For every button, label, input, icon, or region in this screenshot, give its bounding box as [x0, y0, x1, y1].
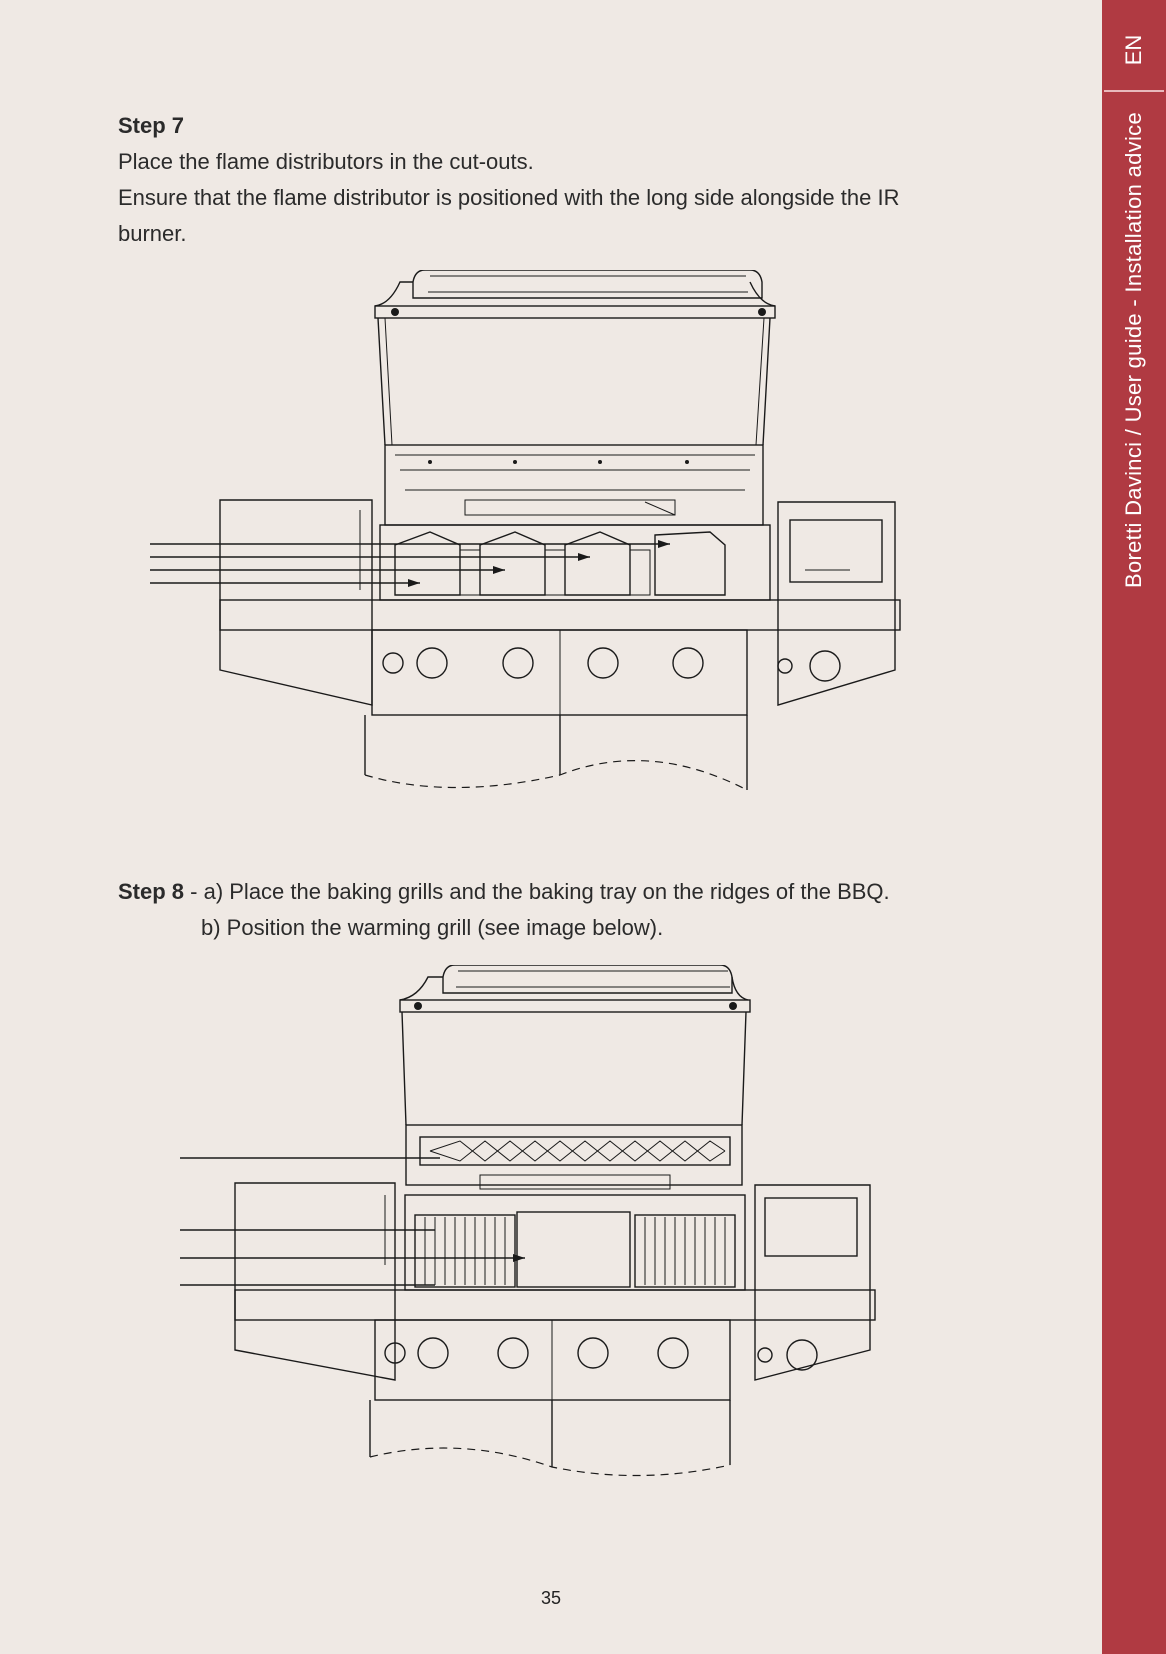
sidebar-divider [1104, 90, 1164, 92]
step7-line1: Place the flame distributors in the cut-outs. [118, 149, 534, 174]
step8-line-a: - a) Place the baking grills and the baking tray on the ridges of the BBQ. [184, 879, 890, 904]
step7-title: Step 7 [118, 113, 185, 138]
page-number: 35 [540, 1588, 562, 1608]
language-label: EN [1121, 34, 1146, 66]
step7-line2: Ensure that the flame distributor is positioned with the long side alongside the IR [118, 185, 900, 210]
step7-section [118, 108, 899, 252]
step8-line-b: b) Position the warming grill (see image below). [201, 915, 664, 940]
step7-bbq-illustration [150, 270, 950, 840]
running-header: Boretti Davinci / User guide - Installation advice [1121, 112, 1146, 588]
step7-line3: burner. [118, 221, 187, 246]
step8-title: Step 8 [118, 879, 185, 904]
step8-section [118, 874, 890, 946]
step8-bbq-illustration [180, 965, 940, 1495]
